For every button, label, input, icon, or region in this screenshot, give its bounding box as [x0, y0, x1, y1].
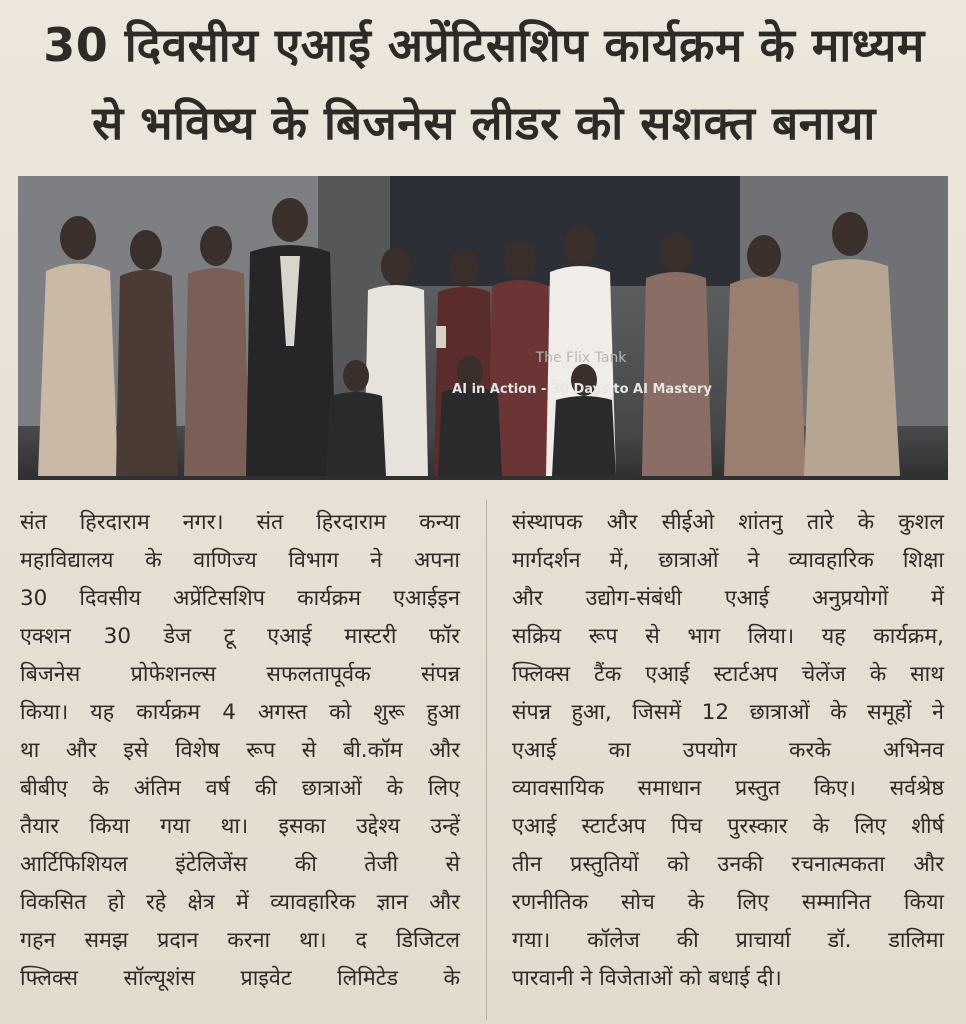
text-line: फ्लिक्स सॉल्यूशंस प्राइवेट लिमिटेड के [20, 966, 460, 991]
article-left-column [20, 504, 460, 998]
text-line: व्यावसायिक समाधान प्रस्तुत किए। सर्वश्रेष्ठ [512, 776, 944, 801]
text-line: था और इसे विशेष रूप से बी.कॉम और [20, 738, 460, 763]
text-line: किया। यह कार्यक्रम 4 अगस्त को शुरू हुआ [20, 700, 460, 725]
text-line: बिजनेस प्रोफेशनल्स सफलतापूर्वक संपन्न [20, 662, 460, 687]
text-line: और उद्योग-संबंधी एआई अनुप्रयोगों में [512, 586, 944, 611]
banner-subtitle: AI in Action - 30 Days to AI Mastery [452, 382, 712, 397]
text-line: मार्गदर्शन में, छात्राओं ने व्यावहारिक शिक्षा [512, 548, 944, 573]
text-line: सक्रिय रूप से भाग लिया। यह कार्यक्रम, [512, 624, 944, 649]
group-photo [18, 176, 948, 480]
text-line: तैयार किया गया था। इसका उद्देश्य उन्हें [20, 814, 460, 839]
headline [14, 6, 954, 162]
group-photo-illustration [18, 176, 948, 480]
text-line: तीन प्रस्तुतियों को उनकी रचनात्मकता और [512, 852, 944, 877]
text-line: गहन समझ प्रदान करना था। द डिजिटल [20, 928, 460, 953]
article-right-column [512, 504, 944, 998]
text-line: एआई स्टार्टअप पिच पुरस्कार के लिए शीर्ष [512, 814, 944, 839]
text-line: आर्टिफिशियल इंटेलिजेंस की तेजी से [20, 852, 460, 877]
column-divider [486, 500, 487, 1020]
text-line: 30 दिवसीय अप्रेंटिसशिप कार्यक्रम एआईइन [20, 586, 460, 611]
text-line: बीबीए के अंतिम वर्ष की छात्राओं के लिए [20, 776, 460, 801]
text-line: एआई का उपयोग करके अभिनव [512, 738, 944, 763]
text-line: संत हिरदाराम नगर। संत हिरदाराम कन्या [20, 510, 460, 535]
text-line: संपन्न हुआ, जिसमें 12 छात्राओं के समूहों ने [512, 700, 944, 725]
text-line: एक्शन 30 डेज टू एआई मास्टरी फॉर [20, 624, 460, 649]
text-line: पारवानी ने विजेताओं को बधाई दी। [512, 966, 782, 991]
text-line: महाविद्यालय के वाणिज्य विभाग ने अपना [20, 548, 460, 573]
text-line: गया। कॉलेज की प्राचार्या डॉ. डालिमा [512, 928, 944, 953]
headline-line-1: 30 दिवसीय एआई अप्रेंटिसशिप कार्यक्रम के माध्यम [43, 18, 925, 72]
text-line: संस्थापक और सीईओ शांतनु तारे के कुशल [512, 510, 944, 535]
banner-title: The Flix Tank [535, 350, 627, 366]
text-line: रणनीतिक सोच के लिए सम्मानित किया [512, 890, 944, 915]
text-line: फ्लिक्स टैंक एआई स्टार्टअप चेलेंज के साथ [512, 662, 944, 687]
headline-line-2: से भविष्य के बिजनेस लीडर को सशक्त बनाया [92, 96, 876, 150]
text-line: विकसित हो रहे क्षेत्र में व्यावहारिक ज्ञान और [20, 890, 460, 915]
